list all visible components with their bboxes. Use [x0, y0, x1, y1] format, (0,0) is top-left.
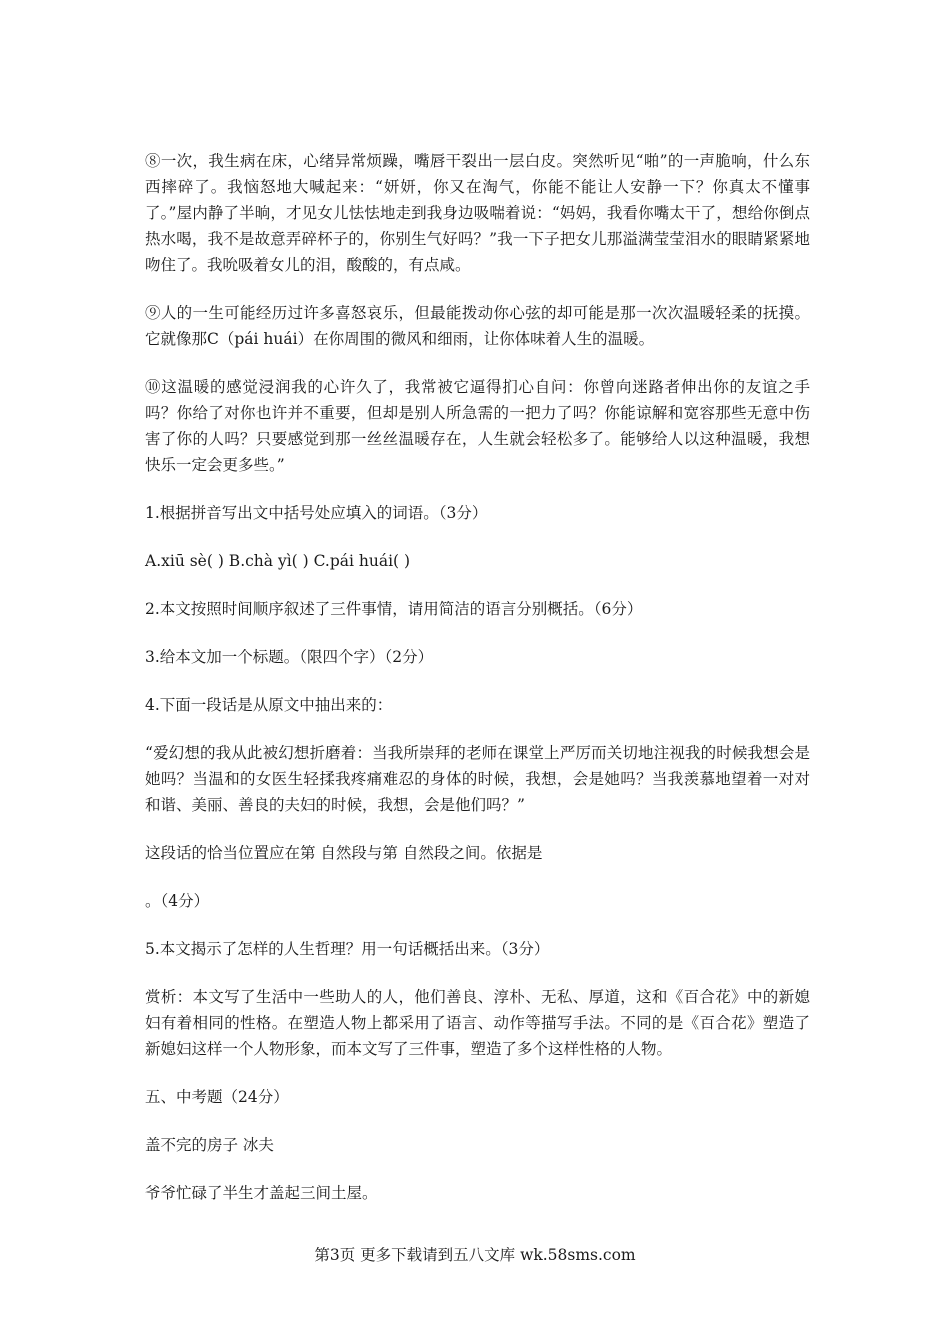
paragraph-8: ⑧一次，我生病在床，心绪异常烦躁，嘴唇干裂出一层白皮。突然听见“啪”的一声脆响，什么东西摔碎了。我恼怒地大喊起来：“妍妍，你又在淘气，你能不能让人安静一下？你真太不懂事了。”屋内静了半晌，才见女儿怯怯地走到我身边吸喘着说：“妈妈，我看你嘴太干了，想给你倒点热水喝，我不是故意弄碎杯子的，你别生气好吗？”我一下子把女儿那溢满莹莹泪水的眼睛紧紧地吻住了。我吮吸着女儿的泪，酸酸的，有点咸。 — [145, 152, 810, 274]
document-body — [145, 148, 810, 1228]
question-5: 5.本文揭示了怎样的人生哲理？用一句话概括出来。（3分） — [145, 940, 550, 958]
paragraph-10: ⑩这温暖的感觉浸润我的心许久了，我常被它逼得扪心自问：你曾向迷路者伸出你的友谊之手吗？你给了对你也许并不重要，但却是别人所急需的一把力了吗？你能谅解和宽容那些无意中伤害了你的人吗？只要感觉到那一丝丝温暖存在，人生就会轻松多了。能够给人以这种温暖，我想快乐一定会更多些。” — [145, 378, 810, 474]
question-4: 4.下面一段话是从原文中抽出来的： — [145, 696, 393, 714]
article-title: 盖不完的房子 冰夫 — [145, 1136, 274, 1154]
page-footer: 第3页 更多下载请到五八文库 wk.58sms.com — [314, 1246, 636, 1264]
paragraph-9: ⑨人的一生可能经历过许多喜怒哀乐，但最能拨动你心弦的却可能是那一次次温暖轻柔的抚摸。它就像那C（pái huái）在你周围的微风和细雨，让你体味着人生的温暖。 — [145, 304, 810, 348]
question-1-options: A.xiū sè( ) B.chà yì( ) C.pái huái( ) — [145, 552, 411, 570]
appreciation: 赏析：本文写了生活中一些助人的人，他们善良、淳朴、无私、厚道，这和《百合花》中的新媳妇有着相同的性格。在塑造人物上都采用了语言、动作等描写手法。不同的是《百合花》塑造了新媳妇这样一个人物形象，而本文写了三件事，塑造了多个这样性格的人物。 — [145, 988, 810, 1058]
question-4-position: 这段话的恰当位置应在第 自然段与第 自然段之间。依据是 — [145, 844, 543, 862]
section-5-heading: 五、中考题（24分） — [145, 1088, 289, 1106]
question-4-points: 。（4分） — [145, 892, 210, 910]
article-first-line: 爷爷忙碌了半生才盖起三间土屋。 — [145, 1184, 378, 1202]
question-3: 3.给本文加一个标题。（限四个字）（2分） — [145, 648, 434, 666]
question-4-quote: “爱幻想的我从此被幻想折磨着：当我所崇拜的老师在课堂上严厉而关切地注视我的时候我想会是她吗？当温和的女医生轻揉我疼痛难忍的身体的时候，我想，会是她吗？当我羡慕地望着一对对和谐、美丽、善良的夫妇的时候，我想，会是他们吗？” — [145, 744, 810, 814]
question-1: 1.根据拼音写出文中括号处应填入的词语。（3分） — [145, 504, 488, 522]
question-2: 2.本文按照时间顺序叙述了三件事情，请用简洁的语言分别概括。（6分） — [145, 600, 643, 618]
